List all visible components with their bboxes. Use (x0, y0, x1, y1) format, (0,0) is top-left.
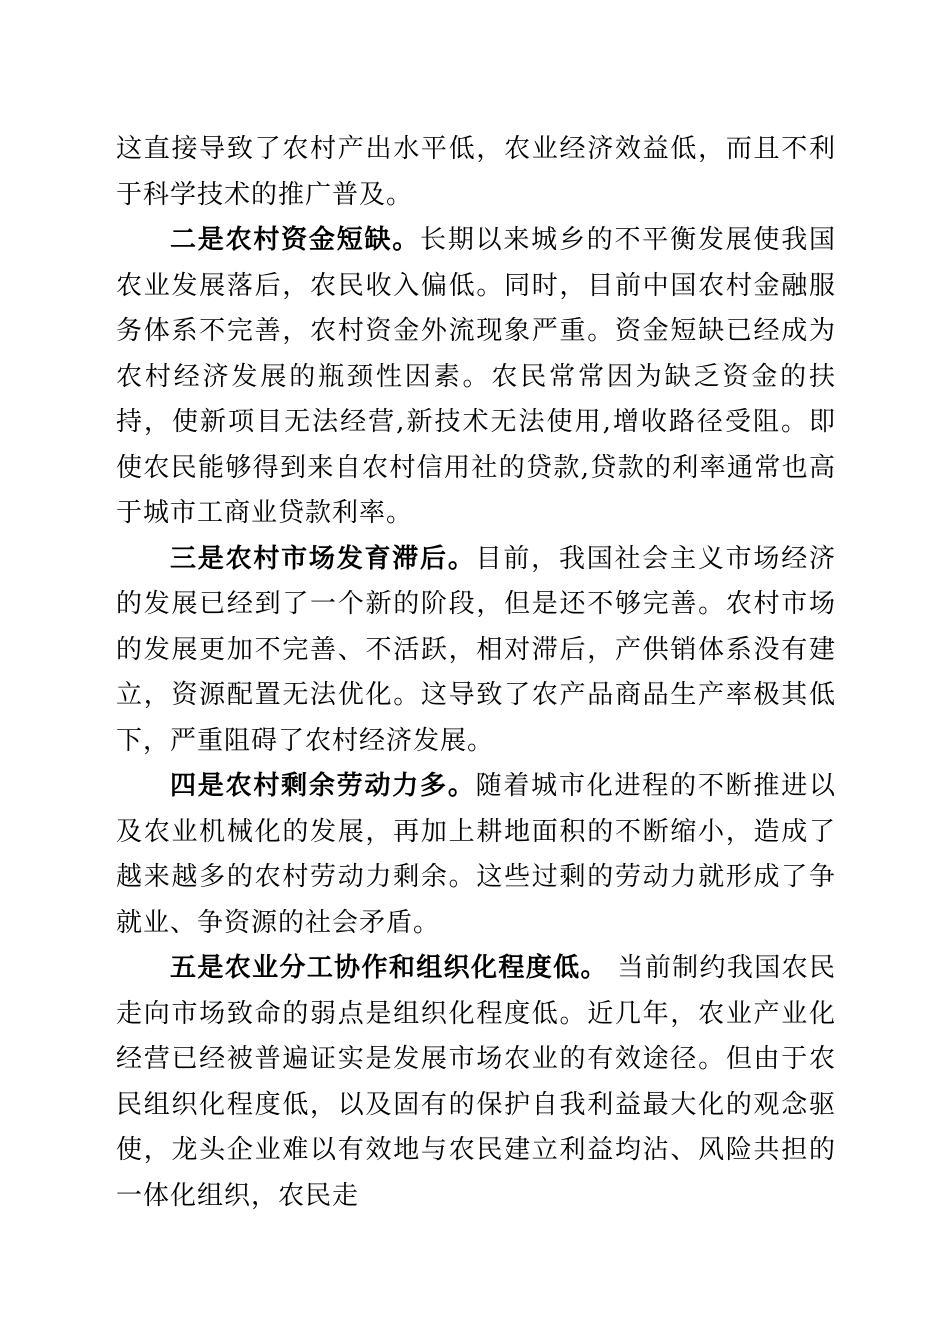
paragraph-text: 长期以来城乡的不平衡发展使我国农业发展落后，农民收入偏低。同时，目前中国农村金融服务体系不完善，农村资金外流现象严重。资金短缺已经成为农村经济发展的瓶颈性因素。农民常常因为缺乏资金的扶持，使新项目无法经营,新技术无法使用,增收路径受阻。即使农民能够得到来自农村信用社的贷款,贷款的利率通常也高于城市工商业贷款利率。 (116, 225, 836, 528)
paragraph-text: 当前制约我国农民走向市场致命的弱点是组织化程度低。近几年，农业产业化经营已经被普遍证实是发展市场农业的有效途径。但由于农民组织化程度低，以及固有的保护自我利益最大化的观念驱使，龙头企业难以有效地与农民建立利益均沾、风险共担的一体化组织，农民走 (116, 953, 836, 1211)
document-body (116, 127, 836, 1219)
paragraph-continuation (116, 127, 836, 218)
paragraph-heading: 四是农村剩余劳动力多。 (170, 771, 476, 801)
paragraph-surplus-labor (116, 764, 836, 946)
paragraph-text: 这直接导致了农村产出水平低，农业经济效益低，而且不利于科学技术的推广普及。 (116, 134, 836, 210)
paragraph-heading: 三是农村市场发育滞后。 (170, 543, 476, 574)
paragraph-organization-low (116, 946, 836, 1219)
paragraph-heading: 二是农村资金短缺。 (170, 225, 421, 255)
paragraph-capital-shortage (116, 218, 836, 537)
paragraph-heading: 五是农业分工协作和组织化程度低。 (170, 953, 608, 983)
paragraph-market-lag (116, 537, 836, 765)
paragraph-text: 目前，我国社会主义市场经济的发展已经到了一个新的阶段，但是还不够完善。农村市场的发展更加不完善、不活跃，相对滞后，产供销体系没有建立，资源配置无法优化。这导致了农产品商品生产率极其低下，严重阻碍了农村经济发展。 (116, 543, 836, 756)
paragraph-text: 随着城市化进程的不断推进以及农业机械化的发展，再加上耕地面积的不断缩小，造成了越来越多的农村劳动力剩余。这些过剩的劳动力就形成了争就业、争资源的社会矛盾。 (116, 771, 836, 938)
